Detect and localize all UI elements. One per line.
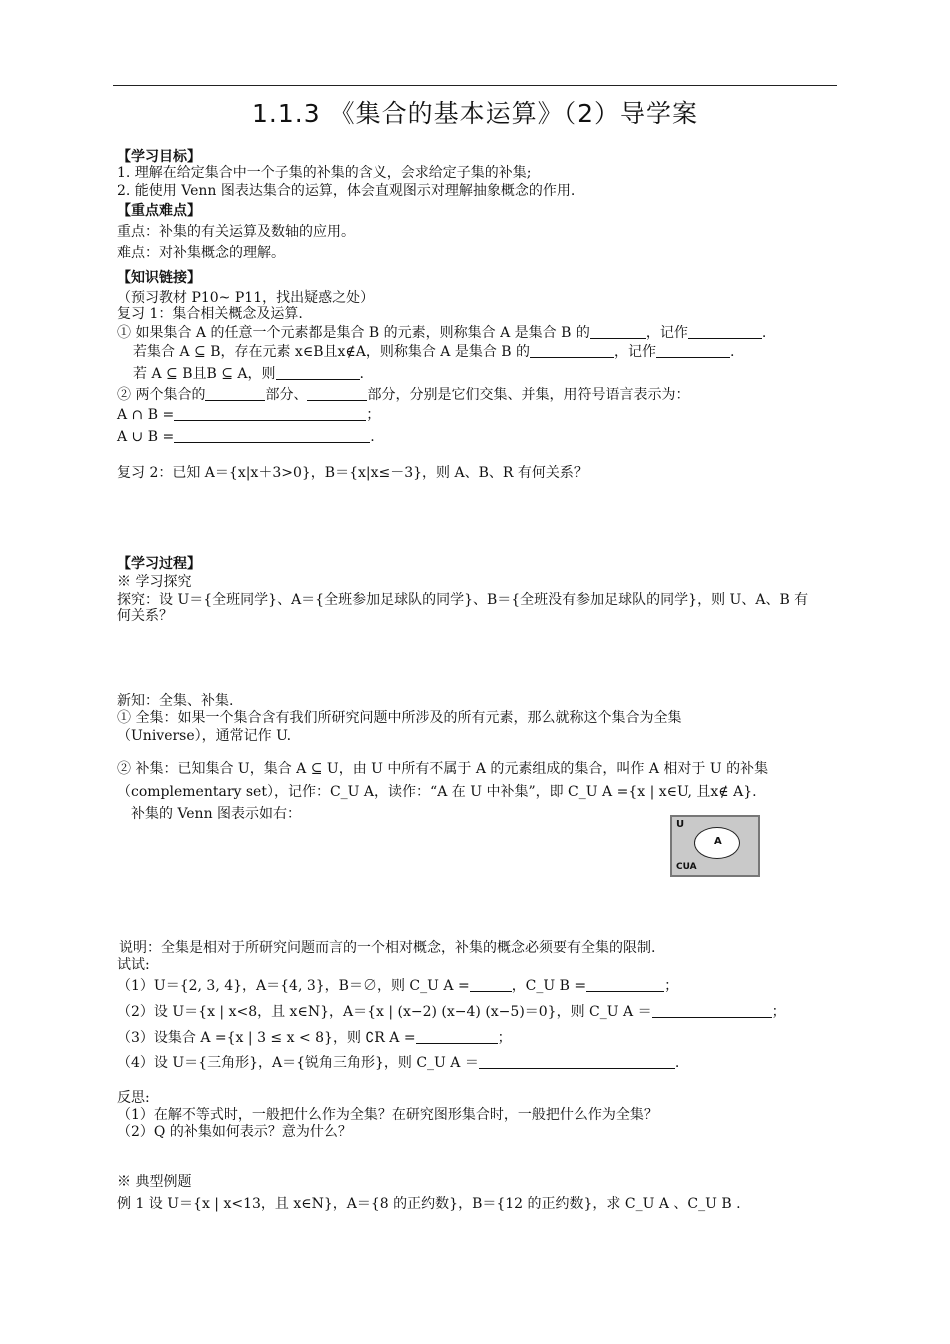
venn-diagram [670,815,760,877]
new-knowledge-title: 新知：全集、补集. [117,693,234,709]
goal-1: 1. 理解在给定集合中一个子集的补集的含义，会求给定子集的补集; [117,165,532,181]
answer-blank[interactable] [174,428,370,443]
complement-def-1: ② 补集：已知集合 U，集合 A ⊆ U，由 U 中所有不属于 A 的元素组成的集合，叫作 A 相对于 U 的补集 [117,761,769,777]
review-1-proper-subset-line [133,343,735,361]
text: ，C_U B = [511,978,587,994]
venn-caption: 补集的 Venn 图表示如右： [131,806,302,822]
union-line [117,428,375,446]
difficulty: 难点：对补集概念的理解。 [117,245,285,261]
text: （1）U＝{2, 3, 4}，A＝{4, 3}，B＝∅，则 C_U A = [117,978,470,994]
text: A ∩ B = [117,407,175,423]
venn-complement-label: CUA [676,862,697,872]
complement-def-2: （complementary set），记作：C_U A，读作：“A 在 U 中补集”，即 C_U A ={x | x∈U, 且x∉ A}. [117,784,757,800]
try-2 [117,1003,786,1021]
page-title: 1.1.3 《集合的基本运算》（2）导学案 [252,99,698,128]
preview-note: （预习教材 P10~ P11，找出疑惑之处） [117,290,375,306]
answer-blank[interactable] [276,365,360,380]
explore-line-1: 探究：设 U＝{全班同学}、A＝{全班参加足球队的同学}、B＝{全班没有参加足球队的同学}，则 U、A、B 有 [117,592,809,608]
answer-blank[interactable] [174,406,366,421]
venn-universe-label: U [676,819,685,830]
answer-blank[interactable] [470,977,512,992]
try-title: 试试: [117,957,150,973]
text: ； [366,407,381,423]
subsection-examples: ※ 典型例题 [117,1174,192,1190]
text: ； [771,1004,786,1020]
reflection-title: 反思: [117,1090,150,1106]
answer-blank[interactable] [652,1003,772,1018]
section-keypoints-heading: 【重点难点】 [117,203,201,219]
try-3 [117,1029,512,1047]
text: ，记作 [645,325,688,341]
try-4 [117,1054,679,1072]
answer-blank[interactable] [530,343,614,358]
answer-blank[interactable] [479,1054,675,1069]
section-process-heading: 【学习过程】 [117,556,201,572]
text: （2）设 U＝{x | x<8，且 x∈N}，A＝{x | (x−2) (x−4) (x−5)＝0}，则 C_U A ＝ [117,1004,652,1020]
section-knowledge-heading: 【知识链接】 [117,270,201,286]
universe-def-2: （Universe），通常记作 U. [117,728,292,744]
answer-blank[interactable] [590,324,646,339]
review-1-subset-line [117,324,766,342]
text: 部分，分别是它们交集、并集，用符号语言表示为： [367,387,690,403]
venn-set-label: A [714,836,722,847]
answer-blank[interactable] [586,977,664,992]
answer-blank[interactable] [416,1029,498,1044]
text: 部分、 [265,387,308,403]
section-goals-heading: 【学习目标】 [117,149,201,165]
top-rule [113,85,837,86]
text: 若 A ⊆ B且B ⊆ A，则 [133,366,276,382]
text: . [761,325,767,341]
reflection-1: （1）在解不等式时，一般把什么作为全集？在研究图形集合时，一般把什么作为全集？ [117,1107,658,1123]
text: ； [664,978,679,994]
text: （4）设 U＝{三角形}，A＝{锐角三角形}，则 C_U A ＝ [117,1055,479,1071]
text: ① 如果集合 A 的任意一个元素都是集合 B 的元素，则称集合 A 是集合 B 的 [117,325,590,341]
text: A ∪ B = [117,429,175,445]
text: ； [497,1030,512,1046]
text: . [359,366,364,382]
try-1 [117,977,678,995]
subsection-explore: ※ 学习探究 [117,574,192,590]
text: ② 两个集合的 [117,387,206,403]
answer-blank[interactable] [688,324,762,339]
note: 说明：全集是相对于所研究问题而言的一个相对概念，补集的概念必须要有全集的限制. [119,940,656,956]
answer-blank[interactable] [205,386,265,401]
reflection-2: （2）Q 的补集如何表示？意为什么？ [117,1124,352,1140]
text: . [370,429,375,445]
explore-line-2: 何关系？ [117,608,173,624]
universe-def-1: ① 全集：如果一个集合含有我们所研究问题中所涉及的所有元素，那么就称这个集合为全集 [117,710,682,726]
review-1-equal-line [133,365,364,383]
answer-blank[interactable] [656,343,730,358]
example-1: 例 1 设 U＝{x | x<13，且 x∈N}，A＝{8 的正约数}，B＝{12 的正约数}，求 C_U A 、C_U B . [117,1196,741,1212]
review-2: 复习 2：已知 A＝{x|x＋3>0}，B＝{x|x≤－3}，则 A、B、R 有何关系？ [117,465,588,481]
text: （3）设集合 A ={x | 3 ≤ x < 8}，则 ∁R A = [117,1030,416,1046]
text: . [730,344,735,360]
goal-2: 2. 能使用 Venn 图表达集合的运算，体会直观图示对理解抽象概念的作用. [117,183,576,199]
text: ，记作 [614,344,657,360]
text: 若集合 A ⊆ B，存在元素 x∈B且x∉A，则称集合 A 是集合 B 的 [133,344,531,360]
text: . [674,1055,680,1071]
review-1-title: 复习 1：集合相关概念及运算. [117,306,303,322]
review-1-ops-line [117,386,689,404]
keypoint: 重点：补集的有关运算及数轴的应用。 [117,224,355,240]
intersection-line [117,406,380,424]
answer-blank[interactable] [307,386,367,401]
